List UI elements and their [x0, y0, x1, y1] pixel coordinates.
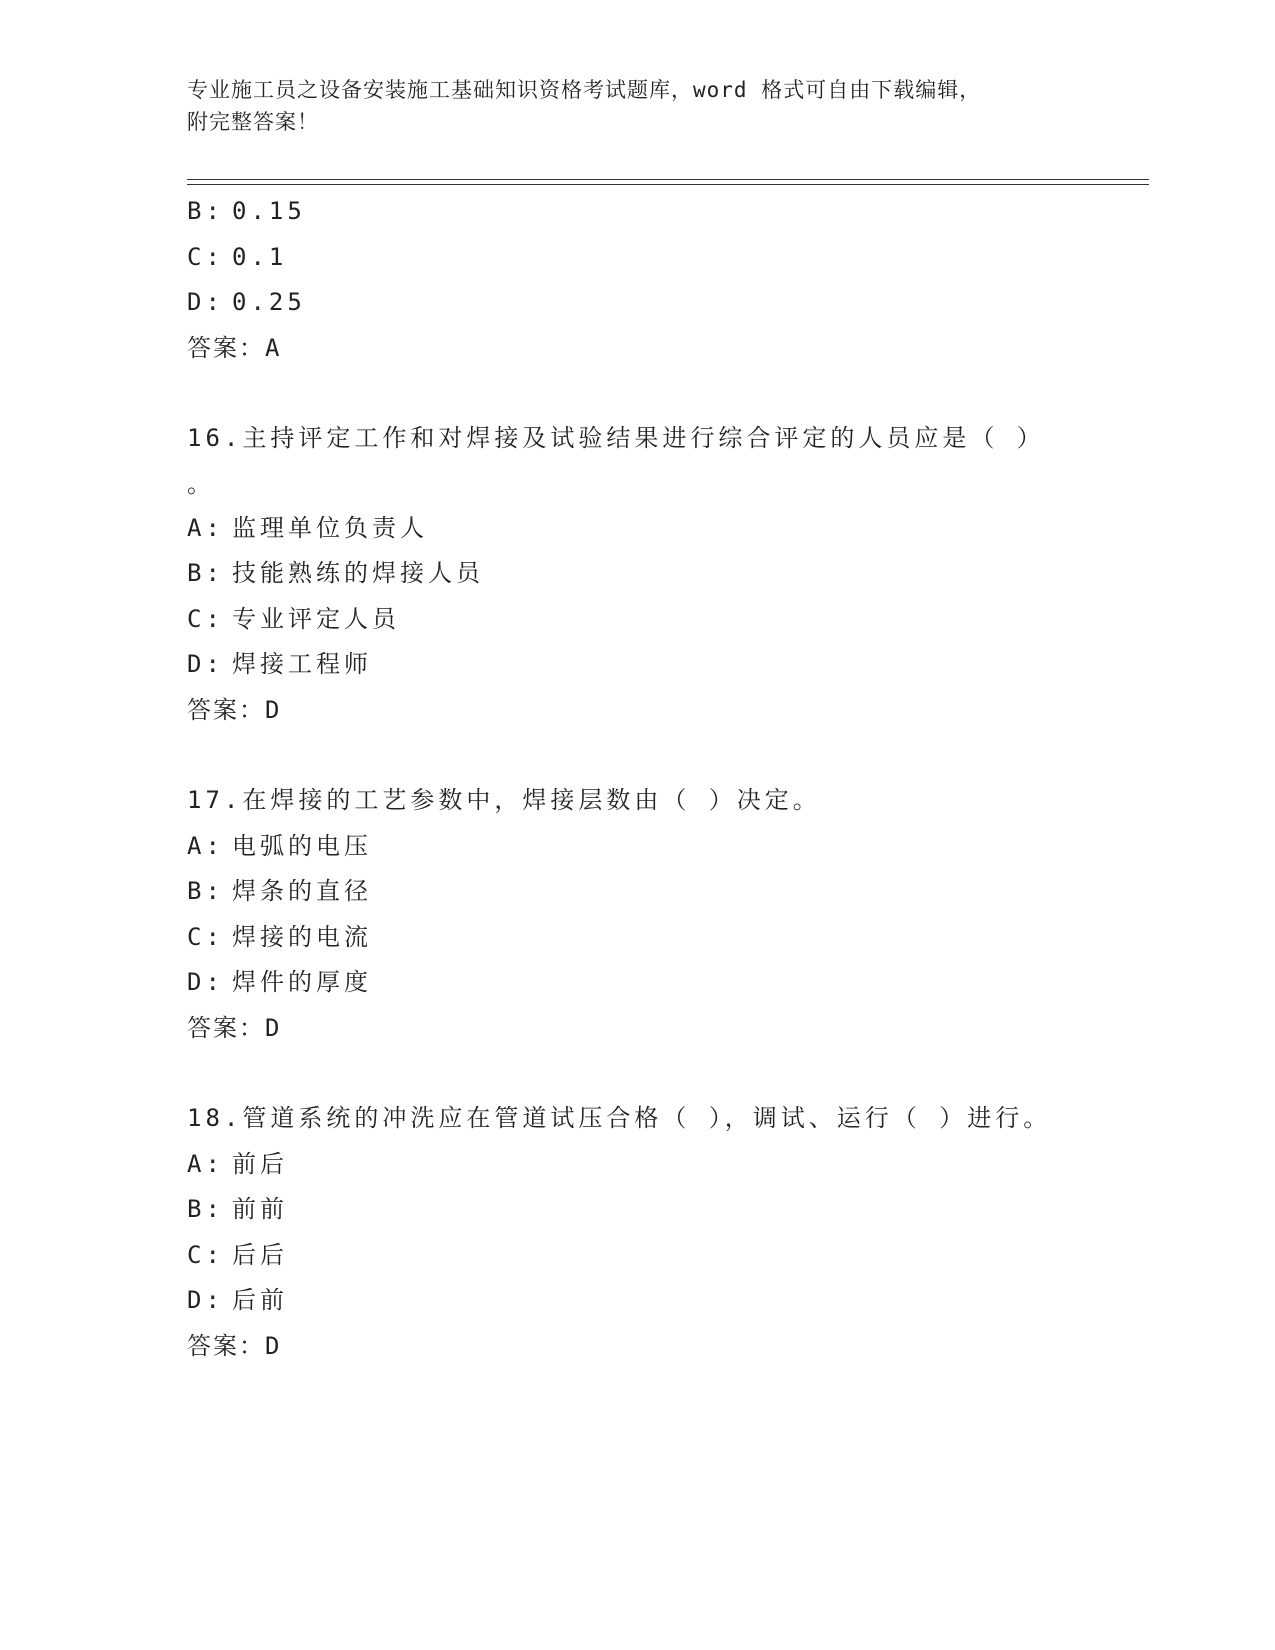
document-header — [187, 74, 1087, 138]
question-stem: 16.主持评定工作和对焊接及试验结果进行综合评定的人员应是（ ） — [187, 424, 1045, 452]
header-divider-bottom — [187, 184, 1149, 185]
header-divider-top — [187, 179, 1149, 180]
option-a: A: 监理单位负责人 — [187, 513, 428, 542]
answer-line: 答案：D — [187, 1331, 282, 1360]
question-18 — [187, 1096, 1087, 1369]
option-b: B: 前前 — [187, 1195, 288, 1223]
option-b: B: 0.15 — [187, 197, 306, 225]
exam-content — [187, 189, 1087, 1369]
option-c: C: 焊接的电流 — [187, 922, 372, 951]
option-c: C: 后后 — [187, 1240, 288, 1269]
option-b: B: 焊条的直径 — [187, 877, 372, 905]
spacer — [187, 371, 1087, 416]
header-title-line-2: 附完整答案！ — [187, 110, 319, 134]
option-b: B: 技能熟练的焊接人员 — [187, 559, 484, 587]
option-c: C: 0.1 — [187, 242, 288, 271]
option-c: C: 专业评定人员 — [187, 604, 400, 633]
answer-line: 答案：D — [187, 1013, 282, 1042]
question-stem: 17.在焊接的工艺参数中，焊接层数由（ ）决定。 — [187, 786, 821, 814]
spacer — [187, 733, 1087, 778]
option-d: D: 焊接工程师 — [187, 650, 372, 678]
answer-line: 答案：D — [187, 695, 282, 724]
spacer — [187, 1051, 1087, 1096]
option-d: D: 焊件的厚度 — [187, 968, 372, 996]
option-a: A: 电弧的电压 — [187, 831, 372, 860]
option-a: A: 前后 — [187, 1149, 288, 1178]
question-16 — [187, 416, 1087, 733]
question-stem: 18.管道系统的冲洗应在管道试压合格（ ），调试、运行（ ）进行。 — [187, 1104, 1052, 1132]
header-title-line-1: 专业施工员之设备安装施工基础知识资格考试题库，word 格式可自由下载编辑， — [187, 78, 982, 102]
option-d: D: 0.25 — [187, 288, 306, 316]
option-d: D: 后前 — [187, 1286, 288, 1314]
question-15-continuation — [187, 189, 1087, 371]
answer-line: 答案：A — [187, 333, 282, 362]
question-stem-continuation: 。 — [187, 469, 215, 498]
question-17 — [187, 778, 1087, 1051]
